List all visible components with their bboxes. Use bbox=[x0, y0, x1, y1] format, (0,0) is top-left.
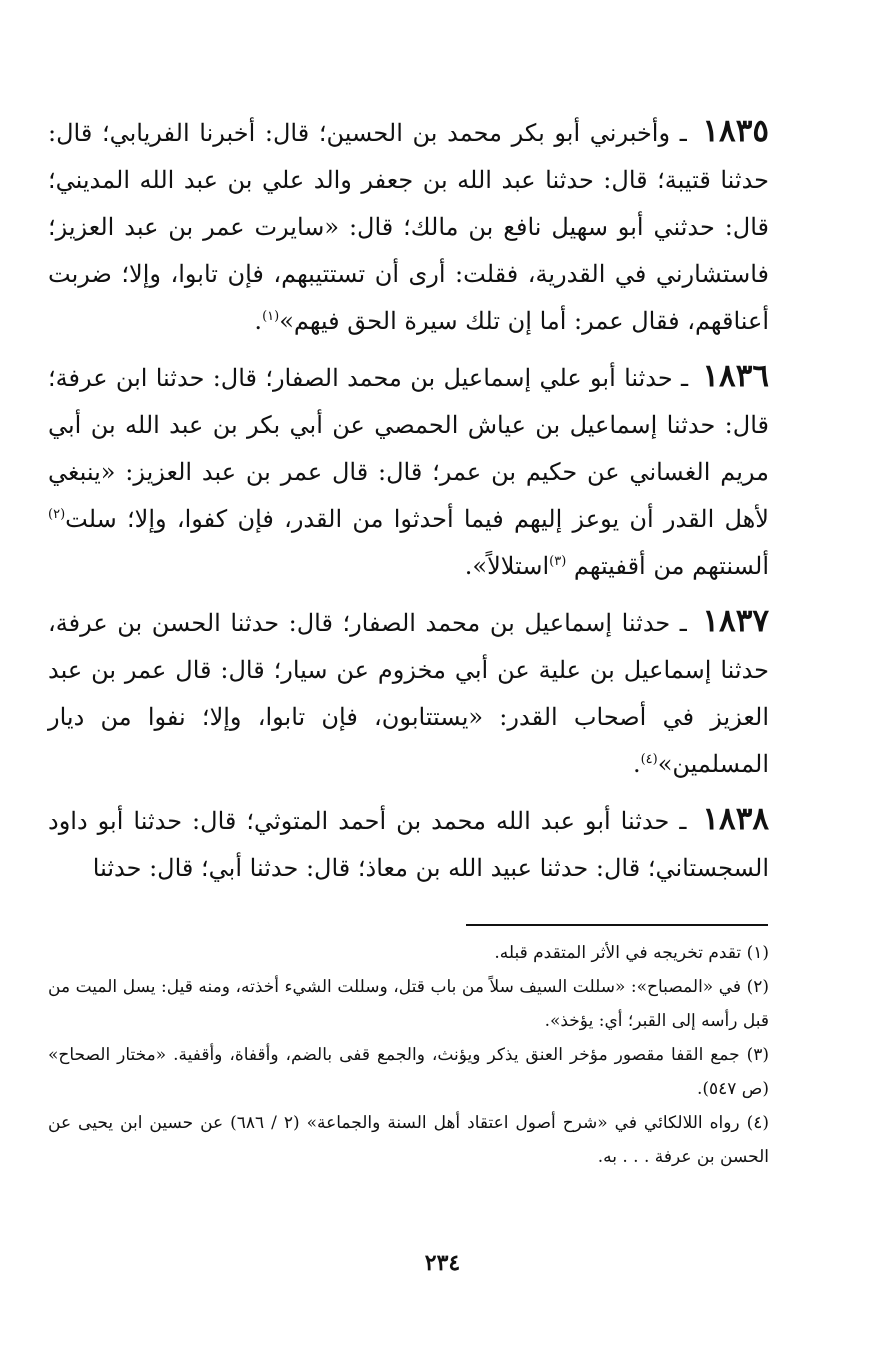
footnote-ref[interactable]: (٣) bbox=[549, 554, 567, 569]
footnote-ref[interactable]: (٤) bbox=[640, 752, 658, 767]
narration-text: ـ وأخبرني أبو بكر محمد بن الحسين؛ قال: أخبرنا الفريابي؛ قال: حدثنا قتيبة؛ قال: حدثنا عبد الله بن جعفر والد علي بن عبد الله المديني؛ قال: حدثني أبو سهيل نافع بن مالك؛ قال: «سايرت عمر بن عبد العزيز؛ فاستشارني في القدرية، فقلت: أرى أن تستتيبهم، فإن تابوا، وإلا؛ ضربت أعناقهم، فقال عمر: أما إن تلك سيرة الحق فيهم» bbox=[48, 119, 770, 335]
narration-tail: . bbox=[254, 307, 263, 335]
paragraph-1838 bbox=[48, 796, 769, 892]
narration-number: ١٨٣٨ bbox=[702, 801, 769, 837]
narration-number: ١٨٣٧ bbox=[702, 603, 769, 639]
narration-tail: استلالاً». bbox=[464, 552, 550, 580]
footnote-ref[interactable]: (١) bbox=[262, 309, 280, 324]
narration-text: ـ حدثنا أبو علي إسماعيل بن محمد الصفار؛ قال: حدثنا ابن عرفة؛ قال: حدثنا إسماعيل بن عياش الحمصي عن أبي بكر بن عبد الله بن أبي مريم الغساني عن حكيم بن عمر؛ قال: قال عمر بن عبد العزيز: «ينبغي لأهل القدر أن يوعز إليهم فيما أحدثوا من القدر، فإن كفوا، وإلا؛ سلت bbox=[48, 364, 769, 533]
narration-text: ـ حدثنا أبو عبد الله محمد بن أحمد المتوثي؛ قال: حدثنا أبو داود السجستاني؛ قال: حدثنا عبيد الله بن معاذ؛ قال: حدثنا أبي؛ قال: حدثنا bbox=[48, 807, 769, 882]
narration-tail: . bbox=[632, 750, 641, 778]
paragraph-1836 bbox=[48, 353, 769, 590]
paragraph-1837 bbox=[48, 598, 769, 788]
paragraph-1835 bbox=[48, 108, 769, 345]
footnote-2: (٢) في «المصباح»: «سللت السيف سلاً من باب قتل، وسللت الشيء أخذته، ومنه قيل: يسل الميت من قبل رأسه إلى القبر؛ أي: يؤخذ». bbox=[48, 977, 769, 1031]
footnote-divider bbox=[466, 924, 768, 926]
narration-text-continued: ألسنتهم من أقفيتهم bbox=[573, 552, 769, 580]
page-number: ٢٣٤ bbox=[424, 1250, 461, 1276]
footnote-4: (٤) رواه اللالكائي في «شرح أصول اعتقاد أهل السنة والجماعة» (٢ / ٦٨٦) عن حسين ابن يحيى عن الحسن بن عرفة . . . به. bbox=[48, 1113, 770, 1167]
narration-number: ١٨٣٥ bbox=[702, 113, 769, 149]
footnote-1: (١) تقدم تخريجه في الأثر المتقدم قبله. bbox=[494, 943, 769, 963]
footnote-ref[interactable]: (٢) bbox=[48, 507, 66, 522]
narration-number: ١٨٣٦ bbox=[702, 358, 769, 394]
footnote-3: (٣) جمع القفا مقصور مؤخر العنق يذكر ويؤنث، والجمع قفى بالضم، وأقفاة، وأقفية. «مختار الصحاح» (ص ٥٤٧). bbox=[48, 1045, 769, 1099]
footnotes bbox=[48, 936, 769, 1174]
narration-text: ـ حدثنا إسماعيل بن محمد الصفار؛ قال: حدثنا الحسن بن عرفة، حدثنا إسماعيل بن علية عن أبي مخزوم عن سيار؛ قال: قال عمر بن عبد العزيز في أصحاب القدر: «يستتابون، فإن تابوا، وإلا؛ نفوا من ديار المسلمين» bbox=[48, 609, 769, 778]
main-text bbox=[48, 108, 769, 900]
